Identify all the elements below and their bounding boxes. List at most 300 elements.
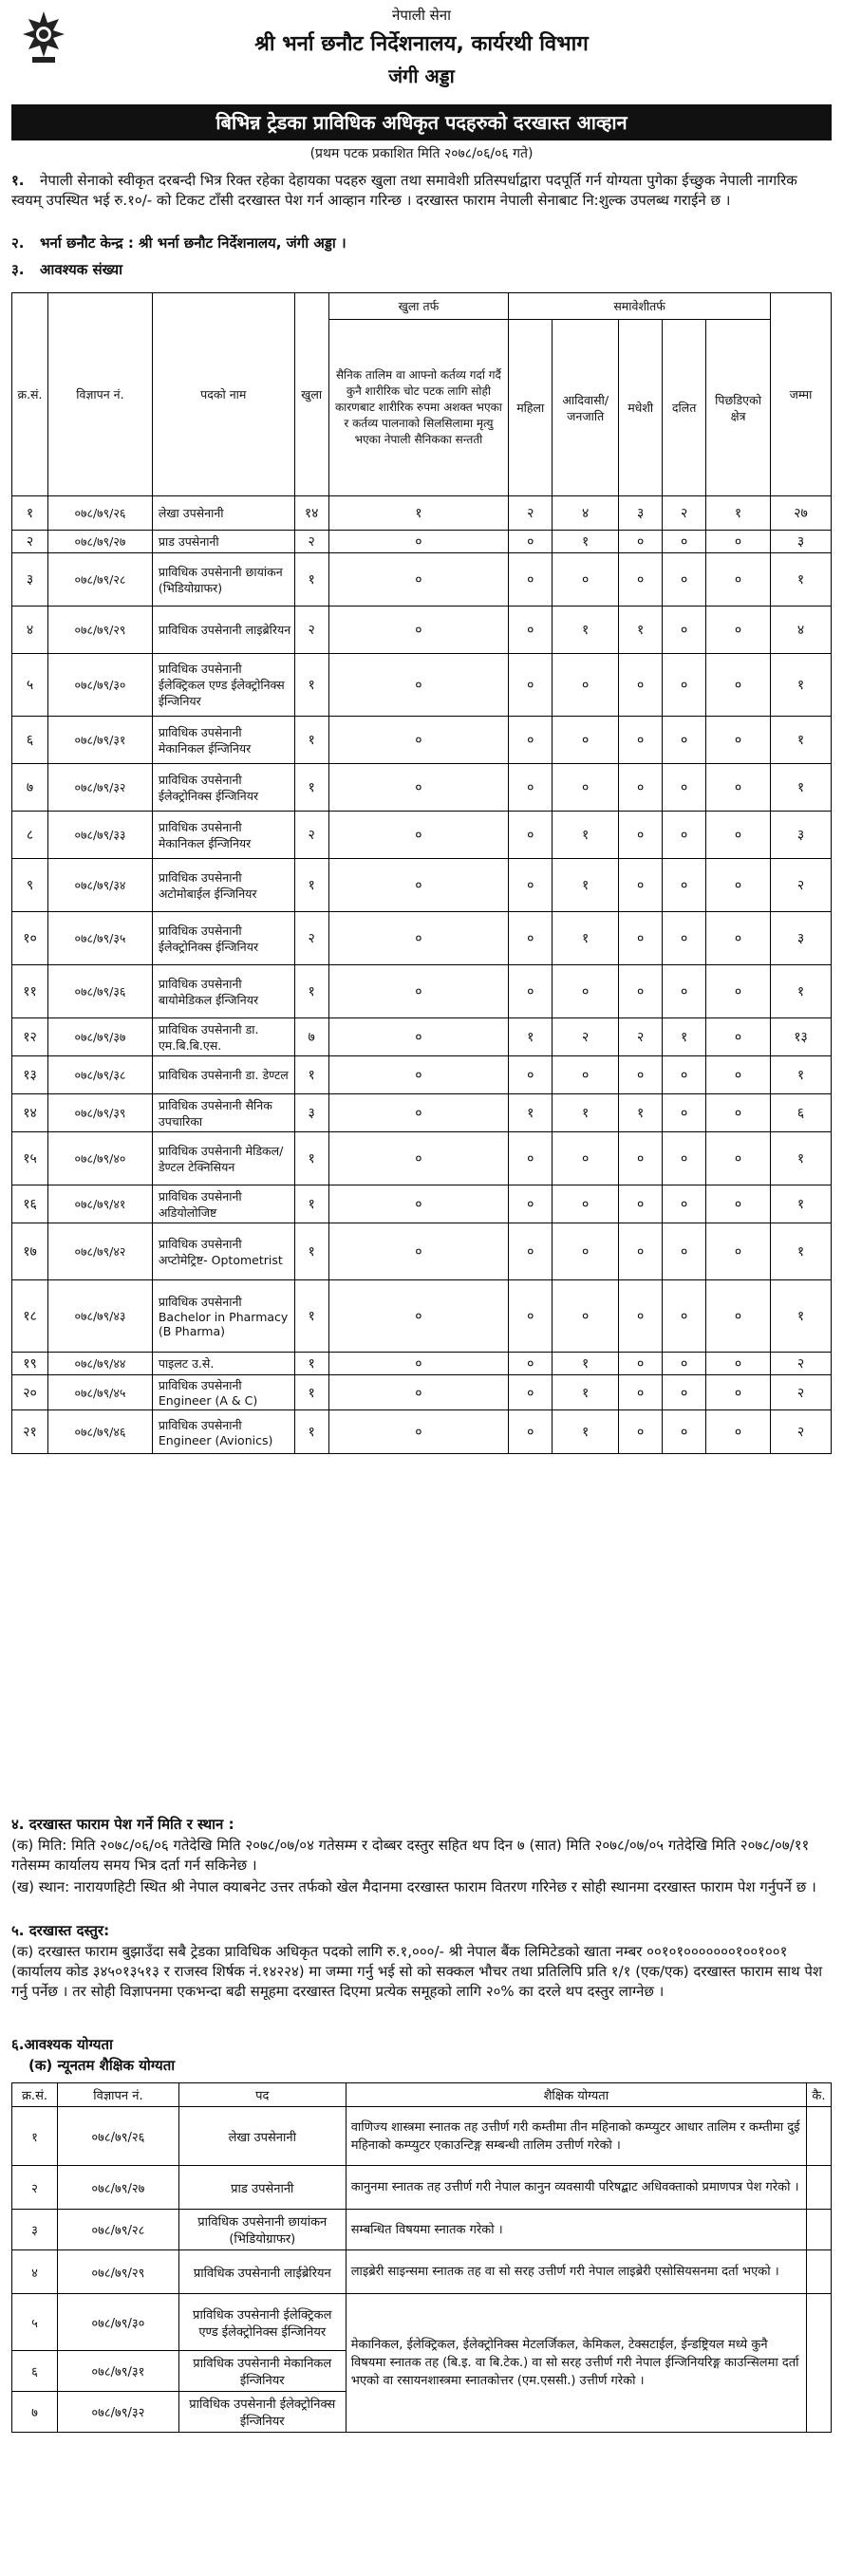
cell-madhesi: ० [619, 1132, 663, 1185]
cell-post: प्राविधिक उपसेनानी Engineer (Avionics) [152, 1410, 294, 1454]
cell-special: ० [328, 965, 509, 1018]
qual-cell-post: प्राड उपसेनानी [178, 2166, 346, 2210]
cell-sn: २० [12, 1375, 48, 1410]
cell-special: ० [328, 717, 509, 764]
cell-total: १ [771, 1132, 832, 1185]
cell-ad: ०७८/७९/३० [47, 654, 152, 717]
cell-sn: २१ [12, 1410, 48, 1454]
cell-women: ० [509, 1410, 553, 1454]
table-row [12, 531, 832, 553]
cell-women: ० [509, 859, 553, 912]
cell-madhesi: ० [619, 1280, 663, 1353]
cell-total: १ [771, 654, 832, 717]
cell-special: ० [328, 1132, 509, 1185]
cell-dalit: ० [663, 1185, 706, 1223]
cell-total: ६ [771, 1094, 832, 1132]
cell-open: १ [294, 1280, 328, 1353]
cell-backward: ० [706, 1056, 771, 1094]
cell-post: प्राविधिक उपसेनानी अटोमोबाईल ईन्जिनियर [152, 859, 294, 912]
section-3-text: आवश्यक संख्या [40, 261, 122, 278]
cell-open: १ [294, 553, 328, 607]
table-row [12, 1056, 832, 1094]
section-1 [11, 171, 832, 211]
cell-madhesi: ० [619, 1223, 663, 1280]
cell-post: लेखा उपसेनानी [152, 496, 294, 531]
header-madhesi: मधेशी [619, 320, 663, 496]
cell-dalit: ० [663, 1094, 706, 1132]
qual-cell-post: प्राविधिक उपसेनानी छायांकन (भिडियोग्राफर) [178, 2210, 346, 2250]
cell-ad: ०७८/७९/३९ [47, 1094, 152, 1132]
cell-women: ० [509, 553, 553, 607]
cell-sn: १९ [12, 1353, 48, 1375]
cell-total: २ [771, 1353, 832, 1375]
cell-ad: ०७८/७९/३१ [47, 717, 152, 764]
table-row [12, 1280, 832, 1353]
table-row [12, 717, 832, 764]
cell-dalit: ० [663, 1410, 706, 1454]
organization-name: नेपाली सेना [392, 7, 451, 24]
cell-backward: ० [706, 1223, 771, 1280]
cell-special: ० [328, 1375, 509, 1410]
cell-total: २७ [771, 496, 832, 531]
header-dalit: दलित [663, 320, 706, 496]
cell-special: ० [328, 812, 509, 859]
cell-women: ० [509, 1375, 553, 1410]
cell-madhesi: ० [619, 531, 663, 553]
cell-adivasi: १ [553, 1353, 619, 1375]
published-date: (प्रथम पटक प्रकाशित मिति २०७८/०६/०६ गते) [309, 146, 534, 161]
qual-cell-remarks [806, 2294, 831, 2433]
qual-cell-post: लेखा उपसेनानी [178, 2107, 346, 2166]
cell-special: ० [328, 1223, 509, 1280]
cell-total: १ [771, 764, 832, 812]
qual-cell-ad: ०७८/७९/३० [57, 2294, 178, 2351]
cell-sn: १५ [12, 1132, 48, 1185]
cell-ad: ०७८/७९/३३ [47, 812, 152, 859]
cell-post: प्राविधिक उपसेनानी ईलेक्ट्रोनिक्स ईन्जिनियर [152, 912, 294, 965]
cell-post: प्राविधिक उपसेनानी लाइब्रेरियन [152, 607, 294, 654]
qual-cell-sn: ४ [12, 2250, 58, 2294]
cell-open: १४ [294, 496, 328, 531]
qual-cell-remarks [806, 2210, 831, 2250]
table-row [12, 912, 832, 965]
cell-backward: ० [706, 553, 771, 607]
cell-total: १ [771, 1056, 832, 1094]
cell-special: ० [328, 1094, 509, 1132]
cell-open: १ [294, 764, 328, 812]
cell-backward: ० [706, 859, 771, 912]
cell-open: १ [294, 1132, 328, 1185]
section-2-text: भर्ना छनौट केन्द्र : श्री भर्ना छनौट निर्देशनालय, जंगी अड्डा । [40, 234, 347, 252]
cell-dalit: ० [663, 1375, 706, 1410]
cell-ad: ०७८/७९/२८ [47, 553, 152, 607]
cell-dalit: ० [663, 654, 706, 717]
table-row [12, 1094, 832, 1132]
cell-open: १ [294, 654, 328, 717]
qual-cell-qual: वाणिज्य शास्त्रमा स्नातक तह उत्तीर्ण गरी कम्तीमा तीन महिनाको कम्प्युटर आधार तालिम र कम्तीमा दुई महिनाको कम्प्युटर एकाउन्टिङ्ग सम्बन्धी तालिम उत्तीर्ण गरेको । [346, 2107, 806, 2166]
table-row [12, 965, 832, 1018]
cell-women: २ [509, 496, 553, 531]
section-6-heading: ६.आवश्यक योग्यता [11, 2036, 113, 2053]
qual-cell-ad: ०७८/७९/३२ [57, 2392, 178, 2433]
header-backward: पिछडिएको क्षेत्र [706, 320, 771, 496]
qual-cell-ad: ०७८/७९/२८ [57, 2210, 178, 2250]
cell-post: प्राविधिक उपसेनानी अडियोलोजिष्ट [152, 1185, 294, 1223]
cell-madhesi: ० [619, 1056, 663, 1094]
qual-cell-qual: कानुनमा स्नातक तह उत्तीर्ण गरी नेपाल कानुन व्यवसायी परिषद्बाट अधिवक्ताको प्रमाणपत्र पेश गरेको । [346, 2166, 806, 2210]
section-4-kha: (ख) स्थान: नारायणहिटी स्थित श्री नेपाल क्याबनेट उत्तर तर्फको खेल मैदानमा दरखास्त फाराम वितरण गरिनेछ र सोही स्थानमा दरखास्त फाराम पेश गर्नुपर्ने छ । [11, 1878, 816, 1895]
cell-ad: ०७८/७९/३२ [47, 764, 152, 812]
cell-backward: ० [706, 654, 771, 717]
cell-backward: ० [706, 764, 771, 812]
section-2 [11, 233, 832, 253]
cell-special: ० [328, 1353, 509, 1375]
table-row [12, 654, 832, 717]
cell-total: १ [771, 1223, 832, 1280]
cell-madhesi: ० [619, 859, 663, 912]
cell-adivasi: ० [553, 717, 619, 764]
cell-total: १ [771, 1185, 832, 1223]
cell-backward: ० [706, 1410, 771, 1454]
section-1-number: १. [11, 172, 25, 189]
qual-row [12, 2210, 832, 2250]
cell-sn: १८ [12, 1280, 48, 1353]
cell-dalit: २ [663, 496, 706, 531]
cell-dalit: ० [663, 531, 706, 553]
header-women: महिला [509, 320, 553, 496]
cell-adivasi: ० [553, 654, 619, 717]
directorate-name: श्री भर्ना छनौट निर्देशनालय, कार्यरथी विभाग [254, 32, 589, 56]
cell-post: प्राविधिक उपसेनानी मेकानिकल ईन्जिनियर [152, 717, 294, 764]
cell-post: प्राड उपसेनानी [152, 531, 294, 553]
cell-backward: ० [706, 812, 771, 859]
cell-special: ० [328, 1280, 509, 1353]
cell-women: १ [509, 1094, 553, 1132]
cell-total: २ [771, 859, 832, 912]
cell-ad: ०७८/७९/४५ [47, 1375, 152, 1410]
cell-total: १ [771, 717, 832, 764]
cell-adivasi: १ [553, 859, 619, 912]
qual-cell-sn: ६ [12, 2351, 58, 2392]
qual-header-ad-no: विज्ञापन नं. [57, 2083, 178, 2107]
cell-madhesi: ० [619, 1185, 663, 1223]
section-3 [11, 260, 832, 280]
cell-open: १ [294, 1353, 328, 1375]
cell-sn: ८ [12, 812, 48, 859]
cell-post: प्राविधिक उपसेनानी मेडिकल/डेण्टल टेक्निसियन [152, 1132, 294, 1185]
cell-adivasi: १ [553, 1094, 619, 1132]
cell-sn: १६ [12, 1185, 48, 1223]
cell-open: २ [294, 812, 328, 859]
qual-row [12, 2166, 832, 2210]
qual-cell-post: प्राविधिक उपसेनानी ईलेक्ट्रोनिक्स ईन्जिनियर [178, 2392, 346, 2433]
cell-special: ० [328, 1410, 509, 1454]
cell-post: प्राविधिक उपसेनानी Bachelor in Pharmacy (B Pharma) [152, 1280, 294, 1353]
cell-dalit: ० [663, 812, 706, 859]
section-4-ka: (क) मिति: मिति २०७८/०६/०६ गतेदेखि मिति २०७८/०७/०४ गतेसम्म र दोब्बर दस्तुर सहित थप दिन ७ (सात) मिति २०७८/०७/०५ गतेदेखि मिति २०७८/०७/११ गतेसम्म कार्यालय समय भित्र दर्ता गर्न सकिनेछ । [11, 1837, 810, 1874]
section-5-heading: ५. दरखास्त दस्तुर: [11, 1922, 110, 1939]
cell-open: १ [294, 717, 328, 764]
cell-madhesi: १ [619, 607, 663, 654]
header-sn: क्र.सं. [12, 293, 48, 496]
qual-cell-qual: मेकानिकल, ईलेक्ट्रिकल, ईलेक्ट्रोनिक्स मेटलर्जिकल, केमिकल, टेक्सटाईल, ईन्डष्ट्रियल मध्ये कुनै विषयमा स्नातक तह (बि.इ. वा बि.टेक.) वा सो सरह उत्तीर्ण गरी नेपाल ईन्जिनियरिङ्ग काउन्सिलमा दर्ता भएको वा रसायनशास्त्रमा स्नातकोत्तर (एम.एससी.) उत्तीर्ण गरेको । [346, 2294, 806, 2433]
table-row [12, 1185, 832, 1223]
cell-women: ० [509, 1185, 553, 1223]
cell-ad: ०७८/७९/४३ [47, 1280, 152, 1353]
cell-adivasi: ० [553, 1280, 619, 1353]
cell-open: १ [294, 859, 328, 912]
cell-ad: ०७८/७९/२७ [47, 531, 152, 553]
cell-adivasi: ० [553, 1223, 619, 1280]
cell-special: ० [328, 1056, 509, 1094]
cell-total: ३ [771, 912, 832, 965]
table-row [12, 496, 832, 531]
cell-dalit: ० [663, 1056, 706, 1094]
cell-post: प्राविधिक उपसेनानी ईलेक्ट्रोनिक्स ईन्जिनियर [152, 764, 294, 812]
section-4-heading: ४. दरखास्त फाराम पेश गर्ने मिति र स्थान : [11, 1816, 234, 1833]
cell-adivasi: १ [553, 1375, 619, 1410]
cell-women: ० [509, 717, 553, 764]
cell-madhesi: ० [619, 965, 663, 1018]
qual-cell-sn: १ [12, 2107, 58, 2166]
table-row [12, 764, 832, 812]
table-row [12, 1375, 832, 1410]
qual-cell-qual: सम्बन्धित विषयमा स्नातक गरेको । [346, 2210, 806, 2250]
cell-madhesi: ० [619, 764, 663, 812]
cell-adivasi: १ [553, 607, 619, 654]
cell-total: १ [771, 1280, 832, 1353]
header-special: सैनिक तालिम वा आफ्नो कर्तव्य गर्दा गर्दै कुनै शारीरिक चोट पटक लागि सोही कारणबाट शारीरिक रुपमा अशक्त भएका र कर्तव्य पालनाको सिलसिलामा मृत्यु भएका नेपाली सैनिकका सन्तती [328, 320, 509, 496]
cell-ad: ०७८/७९/४१ [47, 1185, 152, 1223]
header-inclusive-group: समावेशीतर्फ [509, 293, 771, 320]
cell-special: ० [328, 607, 509, 654]
header-adivasi: आदिवासी/ जनजाति [553, 320, 619, 496]
cell-women: ० [509, 912, 553, 965]
qualification-table [11, 2082, 832, 2433]
cell-sn: १४ [12, 1094, 48, 1132]
cell-adivasi: ० [553, 1056, 619, 1094]
qual-cell-ad: ०७८/७९/२६ [57, 2107, 178, 2166]
cell-sn: १ [12, 496, 48, 531]
cell-women: ० [509, 965, 553, 1018]
table-row [12, 859, 832, 912]
cell-women: ० [509, 531, 553, 553]
qual-cell-ad: ०७८/७९/२९ [57, 2250, 178, 2294]
cell-sn: ७ [12, 764, 48, 812]
cell-backward: ० [706, 1018, 771, 1056]
qual-cell-sn: ५ [12, 2294, 58, 2351]
cell-women: ० [509, 1056, 553, 1094]
cell-dalit: ० [663, 859, 706, 912]
cell-women: ० [509, 764, 553, 812]
cell-adivasi: ० [553, 1132, 619, 1185]
cell-dalit: १ [663, 1018, 706, 1056]
cell-madhesi: ० [619, 812, 663, 859]
cell-total: १३ [771, 1018, 832, 1056]
cell-adivasi: १ [553, 912, 619, 965]
cell-madhesi: ० [619, 717, 663, 764]
qual-cell-ad: ०७८/७९/२७ [57, 2166, 178, 2210]
cell-total: २ [771, 1410, 832, 1454]
section-3-number: ३. [11, 261, 25, 278]
qual-row [12, 2250, 832, 2294]
cell-post: प्राविधिक उपसेनानी मेकानिकल ईन्जिनियर [152, 812, 294, 859]
cell-adivasi: ४ [553, 496, 619, 531]
cell-ad: ०७८/७९/३६ [47, 965, 152, 1018]
cell-sn: १० [12, 912, 48, 965]
qualification-table-body [12, 2107, 832, 2433]
header-total: जम्मा [771, 293, 832, 496]
qual-row [12, 2294, 832, 2351]
cell-women: १ [509, 1018, 553, 1056]
qual-cell-qual: लाइब्रेरी साइन्समा स्नातक तह वा सो सरह उत्तीर्ण गरी नेपाल लाइब्रेरी एसोसियसनमा दर्ता भएको । [346, 2250, 806, 2294]
cell-open: ३ [294, 1094, 328, 1132]
cell-open: १ [294, 1056, 328, 1094]
cell-dalit: ० [663, 764, 706, 812]
cell-madhesi: १ [619, 1094, 663, 1132]
cell-open: १ [294, 965, 328, 1018]
cell-ad: ०७८/७९/३५ [47, 912, 152, 965]
cell-open: ७ [294, 1018, 328, 1056]
qual-header-qualification: शैक्षिक योग्यता [346, 2083, 806, 2107]
cell-backward: ० [706, 912, 771, 965]
table-row [12, 553, 832, 607]
cell-madhesi: ० [619, 1410, 663, 1454]
cell-sn: ६ [12, 717, 48, 764]
qual-cell-remarks [806, 2166, 831, 2210]
cell-special: ० [328, 1185, 509, 1223]
header-open-group: खुला तर्फ [328, 293, 509, 320]
table-row [12, 812, 832, 859]
vacancy-table [11, 292, 832, 1454]
table-row [12, 1018, 832, 1056]
cell-dalit: ० [663, 1280, 706, 1353]
cell-sn: ४ [12, 607, 48, 654]
cell-women: ० [509, 1353, 553, 1375]
cell-ad: ०७८/७९/४० [47, 1132, 152, 1185]
cell-open: २ [294, 531, 328, 553]
cell-dalit: ० [663, 1353, 706, 1375]
qual-cell-post: प्राविधिक उपसेनानी मेकानिकल ईन्जिनियर [178, 2351, 346, 2392]
cell-special: ० [328, 912, 509, 965]
cell-ad: ०७८/७९/४४ [47, 1353, 152, 1375]
cell-sn: १३ [12, 1056, 48, 1094]
cell-post: प्राविधिक उपसेनानी छायांकन (भिडियोग्राफर) [152, 553, 294, 607]
qual-cell-post: प्राविधिक उपसेनानी ईलेक्ट्रिकल एण्ड ईलेक्ट्रोनिक्स ईन्जिनियर [178, 2294, 346, 2351]
cell-post: प्राविधिक उपसेनानी बायोमेडिकल ईन्जिनियर [152, 965, 294, 1018]
table-row [12, 607, 832, 654]
cell-backward: ० [706, 1185, 771, 1223]
notice-title-banner: बिभिन्न ट्रेडका प्राविधिक अधिकृत पदहरुको दरखास्त आव्हान [11, 104, 832, 140]
cell-sn: ११ [12, 965, 48, 1018]
cell-open: १ [294, 1185, 328, 1223]
qual-cell-remarks [806, 2107, 831, 2166]
cell-special: ० [328, 531, 509, 553]
cell-backward: ० [706, 965, 771, 1018]
cell-dalit: ० [663, 607, 706, 654]
cell-dalit: ० [663, 965, 706, 1018]
cell-special: ० [328, 764, 509, 812]
cell-open: १ [294, 1223, 328, 1280]
cell-women: ० [509, 1223, 553, 1280]
cell-backward: ० [706, 1375, 771, 1410]
cell-open: २ [294, 607, 328, 654]
cell-sn: १७ [12, 1223, 48, 1280]
cell-women: ० [509, 1280, 553, 1353]
cell-sn: ३ [12, 553, 48, 607]
cell-sn: १२ [12, 1018, 48, 1056]
cell-post: पाइलट उ.से. [152, 1353, 294, 1375]
cell-women: ० [509, 607, 553, 654]
cell-ad: ०७८/७९/३४ [47, 859, 152, 912]
cell-open: १ [294, 1410, 328, 1454]
cell-post: प्राविधिक उपसेनानी अप्टोमेट्रिष्ट- Optometrist [152, 1223, 294, 1280]
cell-backward: ० [706, 1094, 771, 1132]
cell-adivasi: १ [553, 1410, 619, 1454]
table-row [12, 1353, 832, 1375]
cell-total: ४ [771, 607, 832, 654]
qual-header-remarks: कै. [806, 2083, 831, 2107]
cell-ad: ०७८/७९/२६ [47, 496, 152, 531]
cell-dalit: ० [663, 553, 706, 607]
qual-cell-sn: ७ [12, 2392, 58, 2433]
cell-madhesi: ० [619, 1353, 663, 1375]
qual-header-post: पद [178, 2083, 346, 2107]
cell-backward: ० [706, 1280, 771, 1353]
cell-special: ० [328, 553, 509, 607]
cell-open: १ [294, 1375, 328, 1410]
cell-sn: ९ [12, 859, 48, 912]
cell-madhesi: ० [619, 553, 663, 607]
cell-sn: २ [12, 531, 48, 553]
qual-row [12, 2107, 832, 2166]
cell-madhesi: ० [619, 654, 663, 717]
cell-adivasi: ० [553, 764, 619, 812]
cell-dalit: ० [663, 1223, 706, 1280]
cell-adivasi: ० [553, 1185, 619, 1223]
header-open: खुला [294, 293, 328, 496]
cell-adivasi: १ [553, 812, 619, 859]
cell-ad: ०७८/७९/३८ [47, 1056, 152, 1094]
cell-backward: ० [706, 531, 771, 553]
cell-total: २ [771, 1375, 832, 1410]
cell-backward: ० [706, 1353, 771, 1375]
cell-women: ० [509, 1132, 553, 1185]
cell-total: १ [771, 553, 832, 607]
cell-madhesi: २ [619, 1018, 663, 1056]
cell-madhesi: ० [619, 912, 663, 965]
cell-total: ३ [771, 812, 832, 859]
cell-adivasi: १ [553, 531, 619, 553]
cell-dalit: ० [663, 912, 706, 965]
cell-backward: १ [706, 496, 771, 531]
table-row [12, 1132, 832, 1185]
cell-women: ० [509, 654, 553, 717]
qual-cell-sn: २ [12, 2166, 58, 2210]
cell-post: प्राविधिक उपसेनानी डा. डेण्टल [152, 1056, 294, 1094]
cell-post: प्राविधिक उपसेनानी Engineer (A & C) [152, 1375, 294, 1410]
cell-backward: ० [706, 607, 771, 654]
section-2-number: २. [11, 234, 25, 252]
cell-special: ० [328, 654, 509, 717]
cell-ad: ०७८/७९/४६ [47, 1410, 152, 1454]
notice-header [0, 0, 843, 112]
cell-madhesi: ० [619, 1375, 663, 1410]
cell-ad: ०७८/७९/२९ [47, 607, 152, 654]
cell-madhesi: ३ [619, 496, 663, 531]
qual-header-sn: क्र.सं. [12, 2083, 58, 2107]
cell-dalit: ० [663, 717, 706, 764]
